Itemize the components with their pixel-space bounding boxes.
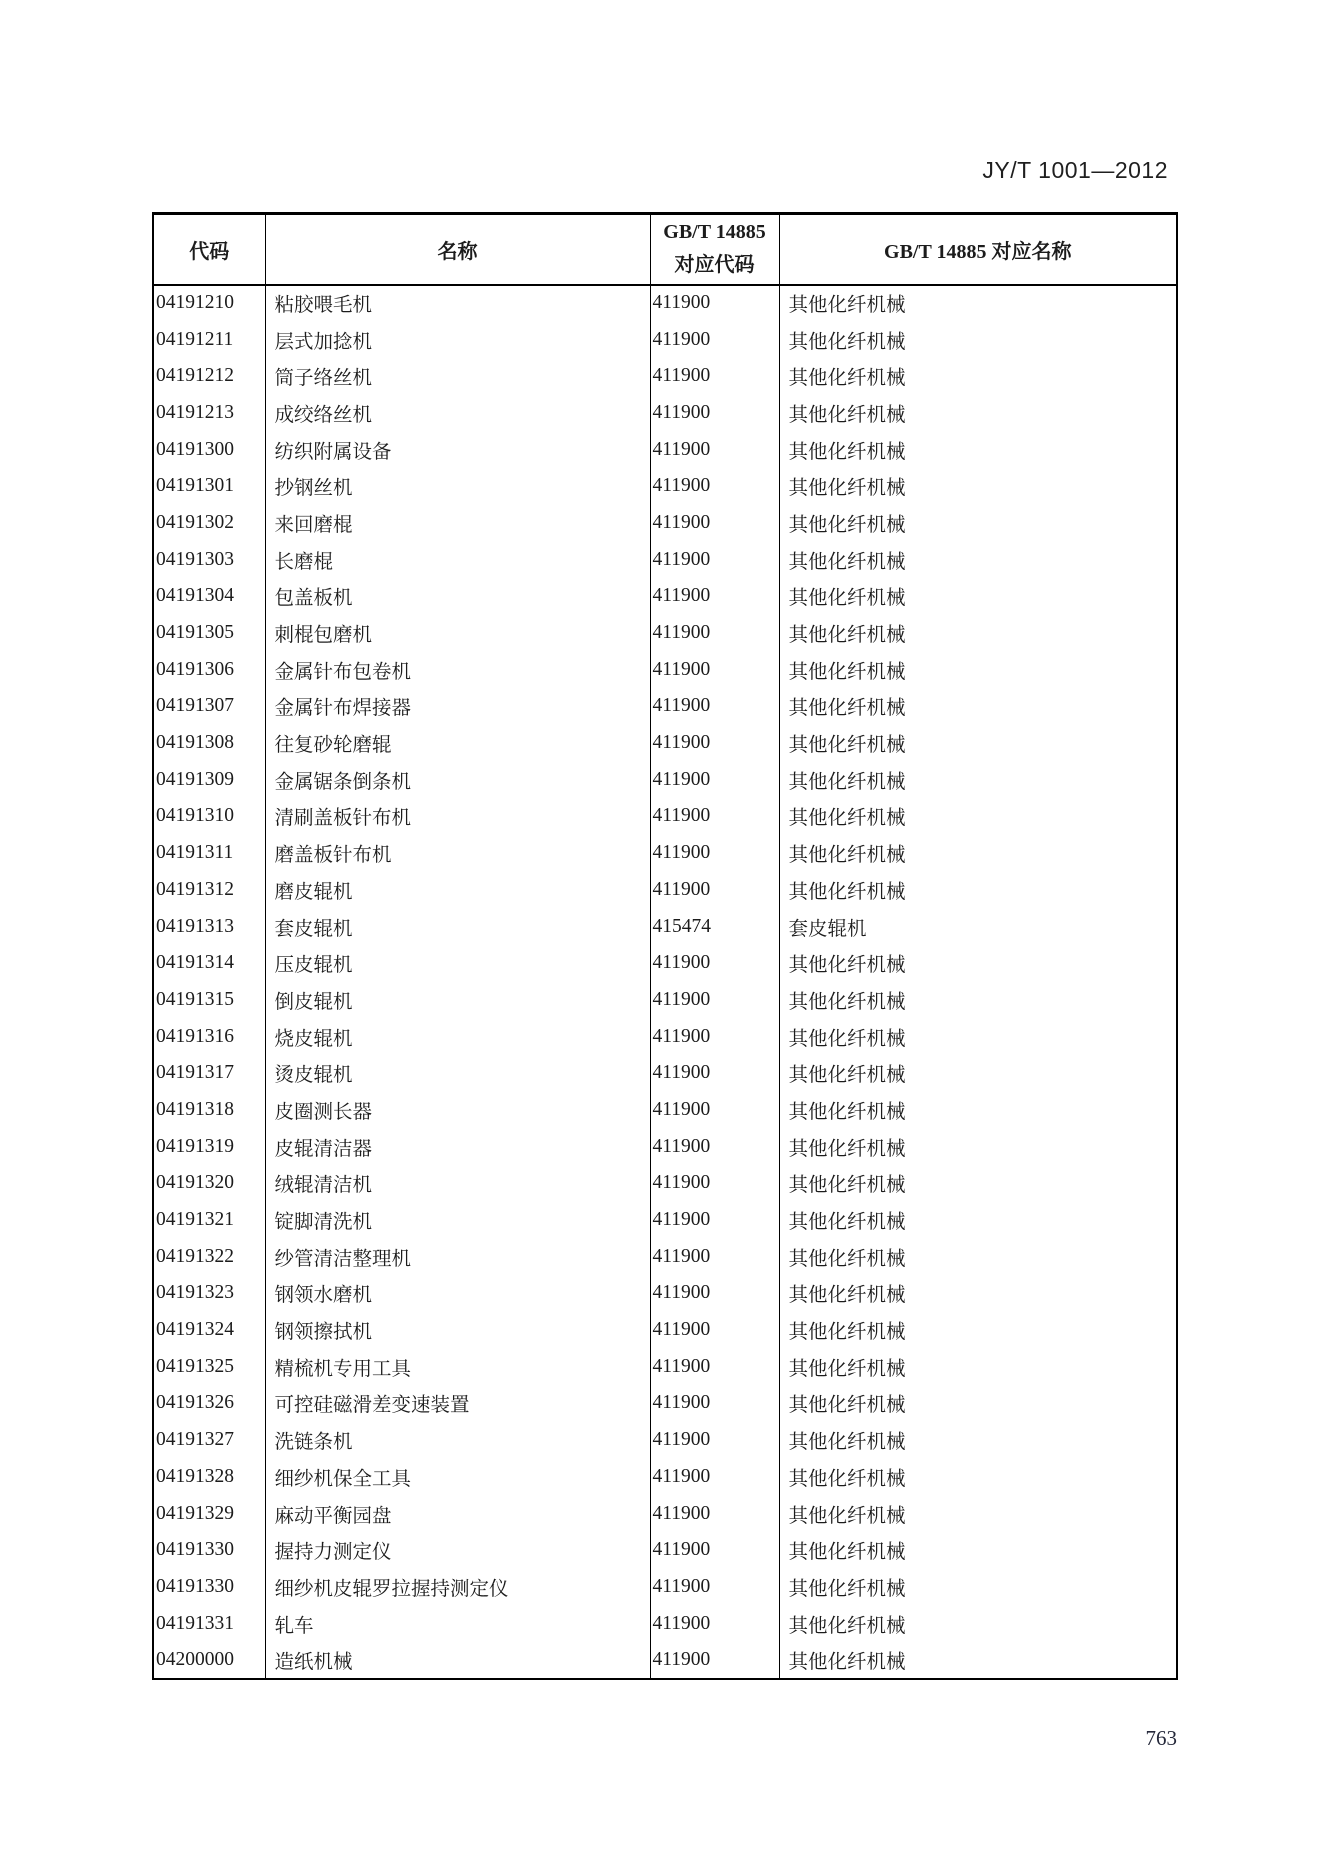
cell-name: 筒子络丝机 [265, 358, 650, 395]
table-row [153, 1569, 1177, 1606]
cell-name: 洗链条机 [265, 1422, 650, 1459]
table-row [153, 1238, 1177, 1275]
table-row [153, 578, 1177, 615]
cell-code: 04191324 [156, 1319, 234, 1341]
cell-name: 钢领水磨机 [265, 1275, 650, 1312]
cell-name: 包盖板机 [265, 578, 650, 615]
cell-code: 04191312 [156, 878, 234, 900]
cell-name: 磨皮辊机 [265, 872, 650, 909]
cell-gbt-code: 411900 [650, 982, 779, 1019]
cell-gbt-name: 其他化纤机械 [779, 1642, 1177, 1679]
cell-gbt-name: 其他化纤机械 [779, 1055, 1177, 1092]
cell-gbt-name: 其他化纤机械 [779, 1165, 1177, 1202]
cell-code: 04191213 [156, 401, 234, 423]
cell-name: 精梳机专用工具 [265, 1348, 650, 1385]
cell-code: 04191309 [156, 768, 234, 790]
cell-gbt-name: 其他化纤机械 [779, 578, 1177, 615]
cell-name: 麻动平衡园盘 [265, 1495, 650, 1532]
cell-gbt-code: 411900 [650, 651, 779, 688]
cell-code: 04191306 [156, 658, 234, 680]
cell-gbt-name: 其他化纤机械 [779, 1275, 1177, 1312]
cell-name: 磨盖板针布机 [265, 835, 650, 872]
table-row [153, 651, 1177, 688]
cell-code: 04191211 [156, 328, 234, 350]
cell-name: 钢领擦拭机 [265, 1312, 650, 1349]
cell-name: 成绞络丝机 [265, 395, 650, 432]
cell-gbt-name: 其他化纤机械 [779, 615, 1177, 652]
cell-name: 清刷盖板针布机 [265, 798, 650, 835]
cell-gbt-code: 411900 [650, 1532, 779, 1569]
cell-name: 抄钢丝机 [265, 468, 650, 505]
table-row [153, 1165, 1177, 1202]
header-gbt-code-line2: 对应代码 [674, 254, 755, 277]
cell-code: 04191327 [156, 1429, 234, 1451]
table-row [153, 761, 1177, 798]
table-row [153, 468, 1177, 505]
table-row [153, 1605, 1177, 1642]
cell-gbt-name: 其他化纤机械 [779, 541, 1177, 578]
cell-gbt-code: 411900 [650, 505, 779, 542]
table-row [153, 1275, 1177, 1312]
cell-gbt-name: 其他化纤机械 [779, 835, 1177, 872]
cell-gbt-name: 其他化纤机械 [779, 1459, 1177, 1496]
cell-gbt-code: 411900 [650, 945, 779, 982]
cell-code: 04191320 [156, 1172, 234, 1194]
table-row [153, 1422, 1177, 1459]
cell-code: 04191300 [156, 438, 234, 460]
cell-name: 细纱机保全工具 [265, 1459, 650, 1496]
cell-gbt-code: 411900 [650, 1605, 779, 1642]
cell-gbt-code: 411900 [650, 615, 779, 652]
cell-code: 04191316 [156, 1025, 234, 1047]
table-row [153, 431, 1177, 468]
cell-gbt-name: 其他化纤机械 [779, 1202, 1177, 1239]
cell-gbt-code: 411900 [650, 725, 779, 762]
cell-name: 纺织附属设备 [265, 431, 650, 468]
cell-gbt-name: 其他化纤机械 [779, 285, 1177, 322]
cell-name: 轧车 [265, 1605, 650, 1642]
cell-gbt-name: 其他化纤机械 [779, 1569, 1177, 1606]
cell-gbt-code: 411900 [650, 578, 779, 615]
cell-name: 倒皮辊机 [265, 982, 650, 1019]
cell-code: 04191305 [156, 622, 234, 644]
cell-code: 04191322 [156, 1245, 234, 1267]
cell-name: 长磨棍 [265, 541, 650, 578]
cell-name: 刺棍包磨机 [265, 615, 650, 652]
cell-gbt-code: 411900 [650, 1642, 779, 1679]
cell-gbt-name: 其他化纤机械 [779, 1422, 1177, 1459]
table-body [153, 285, 1177, 1679]
cell-gbt-code: 411900 [650, 431, 779, 468]
cell-code: 04191313 [156, 915, 234, 937]
cell-name: 绒辊清洁机 [265, 1165, 650, 1202]
table-row [153, 615, 1177, 652]
cell-gbt-code: 411900 [650, 321, 779, 358]
cell-gbt-code: 411900 [650, 1569, 779, 1606]
cell-code: 04191323 [156, 1282, 234, 1304]
cell-gbt-name: 其他化纤机械 [779, 1532, 1177, 1569]
cell-code: 04191328 [156, 1465, 234, 1487]
cell-code: 04191301 [156, 475, 234, 497]
cell-gbt-code: 411900 [650, 1385, 779, 1422]
cell-gbt-code: 411900 [650, 1018, 779, 1055]
cell-name: 皮辊清洁器 [265, 1128, 650, 1165]
cell-gbt-code: 411900 [650, 1202, 779, 1239]
cell-gbt-code: 411900 [650, 1422, 779, 1459]
cell-code: 04191315 [156, 988, 234, 1010]
cell-gbt-code: 415474 [650, 908, 779, 945]
cell-name: 往复砂轮磨辊 [265, 725, 650, 762]
table-row [153, 1128, 1177, 1165]
table-row [153, 908, 1177, 945]
cell-gbt-name: 其他化纤机械 [779, 468, 1177, 505]
cell-code: 04191210 [156, 292, 234, 314]
table-row [153, 1642, 1177, 1679]
cell-code: 04191314 [156, 952, 234, 974]
table-row [153, 1312, 1177, 1349]
header-gbt-code-line1: GB/T 14885 [663, 221, 766, 244]
table-row [153, 835, 1177, 872]
cell-code: 04191326 [156, 1392, 234, 1414]
cell-code: 04191321 [156, 1209, 234, 1231]
cell-gbt-code: 411900 [650, 1165, 779, 1202]
standard-number: JY/T 1001—2012 [982, 157, 1168, 183]
cell-gbt-code: 411900 [650, 358, 779, 395]
table-row [153, 1092, 1177, 1129]
table-row [153, 321, 1177, 358]
page-number: 763 [1145, 1726, 1177, 1750]
cell-gbt-code: 411900 [650, 1275, 779, 1312]
cell-gbt-code: 411900 [650, 688, 779, 725]
cell-code: 04191329 [156, 1502, 234, 1524]
cell-gbt-name: 其他化纤机械 [779, 651, 1177, 688]
cell-gbt-code: 411900 [650, 1055, 779, 1092]
table-row [153, 1018, 1177, 1055]
cell-code: 04191304 [156, 585, 234, 607]
cell-gbt-name: 其他化纤机械 [779, 1605, 1177, 1642]
cell-name: 皮圈测长器 [265, 1092, 650, 1129]
cell-code: 04191212 [156, 365, 234, 387]
cell-gbt-code: 411900 [650, 761, 779, 798]
cell-code: 04191310 [156, 805, 234, 827]
cell-gbt-name: 其他化纤机械 [779, 1092, 1177, 1129]
cell-gbt-code: 411900 [650, 798, 779, 835]
cell-gbt-name: 其他化纤机械 [779, 431, 1177, 468]
table-row [153, 688, 1177, 725]
cell-gbt-code: 411900 [650, 395, 779, 432]
cell-gbt-name: 其他化纤机械 [779, 358, 1177, 395]
cell-gbt-name: 其他化纤机械 [779, 982, 1177, 1019]
cell-code: 04191319 [156, 1135, 234, 1157]
table-row [153, 1055, 1177, 1092]
table-header-row [153, 214, 1177, 285]
cell-name: 可控硅磁滑差变速装置 [265, 1385, 650, 1422]
table-row [153, 982, 1177, 1019]
cell-code: 04191318 [156, 1098, 234, 1120]
table-row [153, 1348, 1177, 1385]
cell-gbt-name: 其他化纤机械 [779, 1018, 1177, 1055]
cell-gbt-name: 其他化纤机械 [779, 872, 1177, 909]
cell-name: 烧皮辊机 [265, 1018, 650, 1055]
cell-name: 粘胶喂毛机 [265, 285, 650, 322]
cell-gbt-name: 其他化纤机械 [779, 1312, 1177, 1349]
cell-code: 04191317 [156, 1062, 234, 1084]
table-row [153, 1532, 1177, 1569]
table-row [153, 1495, 1177, 1532]
cell-name: 造纸机械 [265, 1642, 650, 1679]
cell-gbt-name: 其他化纤机械 [779, 395, 1177, 432]
cell-gbt-code: 411900 [650, 1238, 779, 1275]
cell-gbt-code: 411900 [650, 1312, 779, 1349]
header-gbt-code [650, 214, 779, 285]
cell-gbt-name: 其他化纤机械 [779, 1128, 1177, 1165]
cell-code: 04191308 [156, 732, 234, 754]
cell-name: 来回磨棍 [265, 505, 650, 542]
cell-gbt-code: 411900 [650, 468, 779, 505]
cell-gbt-name: 其他化纤机械 [779, 761, 1177, 798]
cell-gbt-code: 411900 [650, 1128, 779, 1165]
cell-gbt-code: 411900 [650, 541, 779, 578]
cell-gbt-code: 411900 [650, 835, 779, 872]
code-mapping-table [152, 212, 1178, 1680]
cell-name: 细纱机皮辊罗拉握持测定仪 [265, 1569, 650, 1606]
cell-name: 压皮辊机 [265, 945, 650, 982]
cell-gbt-name: 其他化纤机械 [779, 945, 1177, 982]
cell-code: 04191303 [156, 548, 234, 570]
table-row [153, 358, 1177, 395]
cell-code: 04191302 [156, 511, 234, 533]
cell-gbt-code: 411900 [650, 1348, 779, 1385]
cell-code: 04191307 [156, 695, 234, 717]
table-row [153, 945, 1177, 982]
cell-gbt-name: 其他化纤机械 [779, 798, 1177, 835]
table-row [153, 725, 1177, 762]
table-row [153, 505, 1177, 542]
cell-gbt-name: 其他化纤机械 [779, 688, 1177, 725]
table-row [153, 541, 1177, 578]
table-row [153, 285, 1177, 322]
table-row [153, 395, 1177, 432]
cell-gbt-name: 其他化纤机械 [779, 1348, 1177, 1385]
cell-code: 04191330 [156, 1539, 234, 1561]
cell-gbt-name: 其他化纤机械 [779, 505, 1177, 542]
cell-code: 04191330 [156, 1575, 234, 1597]
cell-name: 握持力测定仪 [265, 1532, 650, 1569]
cell-gbt-code: 411900 [650, 1459, 779, 1496]
header-gbt-name: GB/T 14885 对应名称 [779, 214, 1177, 285]
cell-name: 金属针布包卷机 [265, 651, 650, 688]
cell-gbt-name: 其他化纤机械 [779, 1385, 1177, 1422]
cell-code: 04200000 [156, 1648, 234, 1670]
cell-gbt-code: 411900 [650, 1495, 779, 1532]
cell-code: 04191325 [156, 1355, 234, 1377]
table-row [153, 1459, 1177, 1496]
cell-name: 层式加捻机 [265, 321, 650, 358]
cell-name: 金属针布焊接器 [265, 688, 650, 725]
table-row [153, 798, 1177, 835]
cell-gbt-code: 411900 [650, 1092, 779, 1129]
cell-gbt-name: 其他化纤机械 [779, 725, 1177, 762]
cell-gbt-code: 411900 [650, 872, 779, 909]
cell-name: 烫皮辊机 [265, 1055, 650, 1092]
cell-code: 04191311 [156, 842, 234, 864]
cell-gbt-code: 411900 [650, 285, 779, 322]
cell-name: 金属锯条倒条机 [265, 761, 650, 798]
cell-gbt-name: 其他化纤机械 [779, 1238, 1177, 1275]
cell-gbt-name: 套皮辊机 [779, 908, 1177, 945]
cell-gbt-name: 其他化纤机械 [779, 1495, 1177, 1532]
cell-name: 锭脚清洗机 [265, 1202, 650, 1239]
table-row [153, 1385, 1177, 1422]
table-row [153, 872, 1177, 909]
header-name: 名称 [265, 214, 650, 285]
cell-gbt-name: 其他化纤机械 [779, 321, 1177, 358]
cell-name: 纱管清洁整理机 [265, 1238, 650, 1275]
header-code: 代码 [153, 214, 265, 285]
table-row [153, 1202, 1177, 1239]
cell-name: 套皮辊机 [265, 908, 650, 945]
cell-code: 04191331 [156, 1612, 234, 1634]
